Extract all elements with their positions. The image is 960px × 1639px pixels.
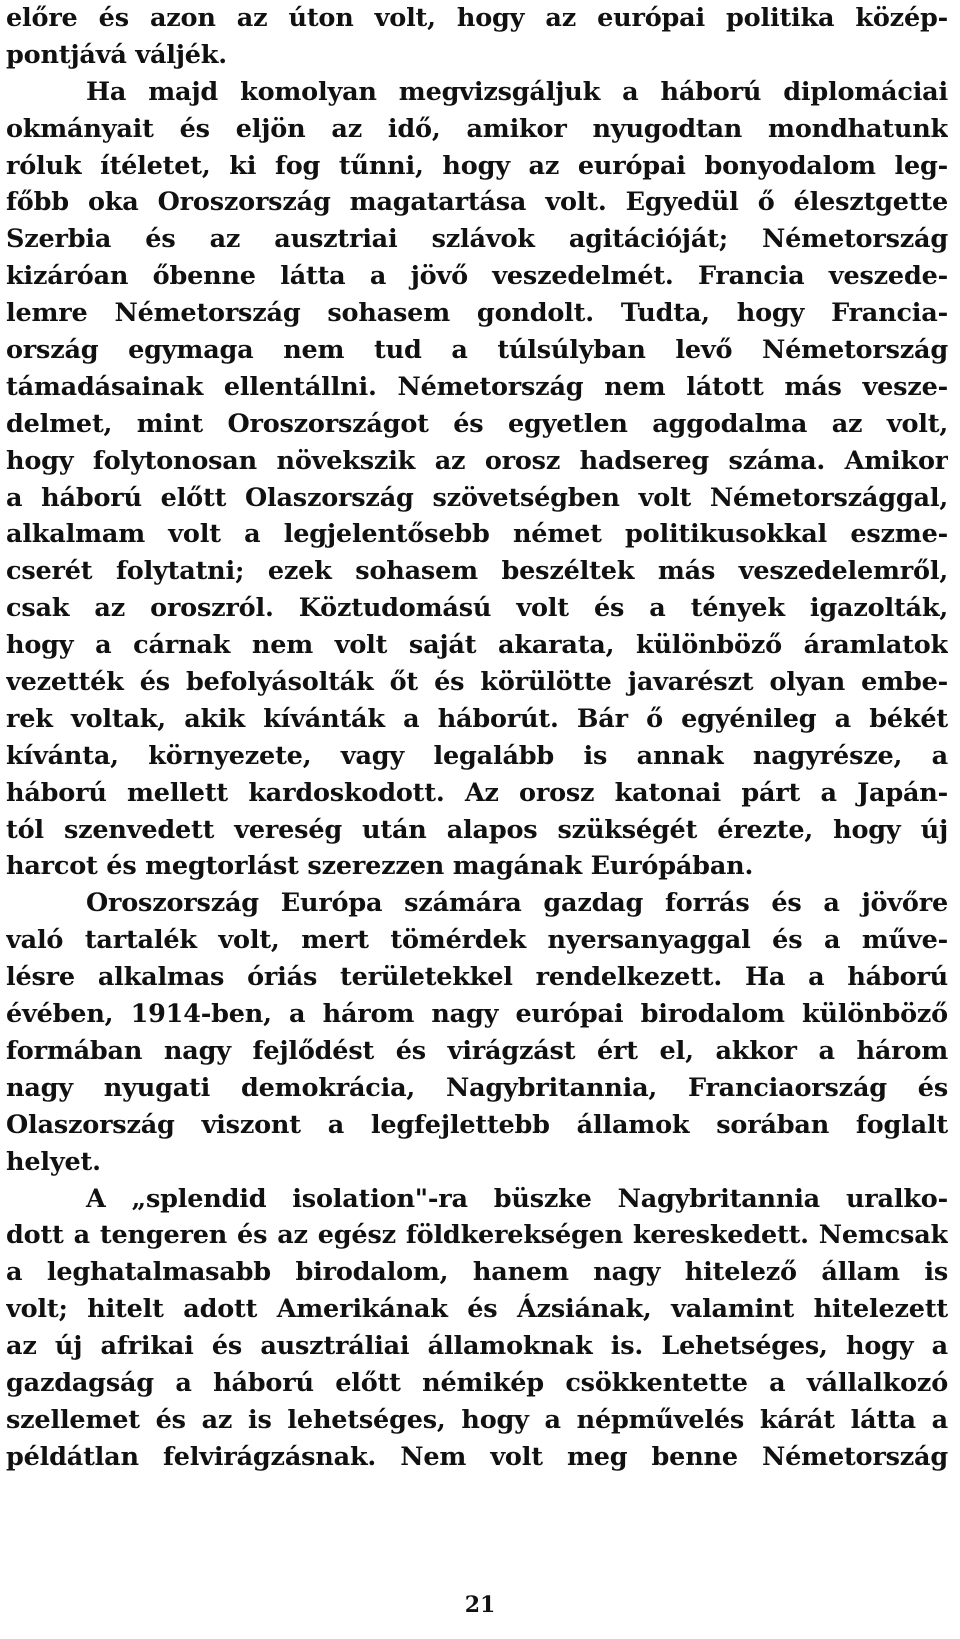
text-line: róluk ítéletet, ki fog tűnni, hogy az európai bonyodalom leg- xyxy=(6,150,948,181)
text-line: szellemet és az is lehetséges, hogy a népművelés kárát látta a xyxy=(6,1404,948,1435)
text-line: volt; hitelt adott Amerikának és Ázsiának, valamint hitelezett xyxy=(6,1294,948,1325)
text-line: háború mellett kardoskodott. Az orosz katonai párt a Japán- xyxy=(6,777,948,808)
text-line: lésre alkalmas óriás területekkel rendelkezett. Ha a háború xyxy=(6,962,948,993)
text-line: cserét folytatni; ezek sohasem beszéltek más veszedelemről, xyxy=(6,556,948,587)
text-line: vezették és befolyásolták őt és körülötte javarészt olyan embe- xyxy=(6,667,948,698)
text-line: pontjává váljék. xyxy=(6,39,227,70)
text-line: előre és azon az úton volt, hogy az európai politika közép- xyxy=(6,3,948,33)
text-line: gazdagság a háború előtt némikép csökkentette a vállalkozó xyxy=(6,1367,948,1398)
text-line: a leghatalmasabb birodalom, hanem nagy hitelező állam is xyxy=(6,1257,948,1288)
text-line: Oroszország Európa számára gazdag forrás és a jövőre xyxy=(86,888,948,919)
text-line: hogy a cárnak nem volt saját akarata, különböző áramlatok xyxy=(6,630,948,661)
text-line: főbb oka Oroszország magatartása volt. Egyedül ő élesztgette xyxy=(6,187,948,218)
text-line: Szerbia és az ausztriai szlávok agitációját; Németország xyxy=(6,224,948,255)
text-line: az új afrikai és ausztráliai államoknak is. Lehetséges, hogy a xyxy=(6,1331,948,1362)
text-line: rek voltak, akik kívánták a háborút. Bár ő egyénileg a békét xyxy=(6,703,948,734)
text-line: nagy nyugati demokrácia, Nagybritannia, Franciaország és xyxy=(6,1072,948,1103)
page-number: 21 xyxy=(464,1592,496,1618)
text-line: hogy folytonosan növekszik az orosz hadsereg száma. Amikor xyxy=(6,445,948,476)
text-line: helyet. xyxy=(6,1146,101,1177)
body-text xyxy=(6,0,948,1476)
text-line: harcot és megtorlást szerezzen magának Európában. xyxy=(6,851,754,882)
text-line: való tartalék volt, mert tömérdek nyersanyaggal és a műve- xyxy=(6,925,948,956)
text-line: példátlan felvirágzásnak. Nem volt meg benne Németország xyxy=(6,1441,948,1472)
text-line: csak az oroszról. Köztudomású volt és a tények igazolták, xyxy=(6,593,948,624)
text-line: okmányait és eljön az idő, amikor nyugodtan mondhatunk xyxy=(6,113,948,144)
text-line: lemre Németország sohasem gondolt. Tudta, hogy Francia- xyxy=(6,298,948,329)
text-line: Olaszország viszont a legfejlettebb államok sorában foglalt xyxy=(6,1109,948,1140)
text-line: formában nagy fejlődést és virágzást ért el, akkor a három xyxy=(6,1035,948,1066)
text-line: kizáróan őbenne látta a jövő veszedelmét. Francia veszede- xyxy=(6,261,948,292)
text-line: ország egymaga nem tud a túlsúlyban levő Németország xyxy=(6,335,948,366)
text-line: A „splendid isolation"-ra büszke Nagybritannia uralko- xyxy=(86,1183,948,1214)
text-line: tól szenvedett vereség után alapos szükségét érezte, hogy új xyxy=(6,814,948,845)
text-line: évében, 1914-ben, a három nagy európai birodalom különböző xyxy=(6,999,948,1030)
text-line: Ha majd komolyan megvizsgáljuk a háború diplomáciai xyxy=(86,76,948,107)
text-line: támadásainak ellentállni. Németország nem látott más vesze- xyxy=(6,371,948,402)
text-line: alkalmam volt a legjelentősebb német politikusokkal eszme- xyxy=(6,519,948,550)
text-line: kívánta, környezete, vagy legalább is annak nagyrésze, a xyxy=(6,740,948,771)
text-line: delmet, mint Oroszországot és egyetlen aggodalma az volt, xyxy=(6,408,948,439)
text-line: dott a tengeren és az egész földkerekségen kereskedett. Nemcsak xyxy=(6,1220,948,1251)
text-line: a háború előtt Olaszország szövetségben volt Németországgal, xyxy=(6,482,948,513)
